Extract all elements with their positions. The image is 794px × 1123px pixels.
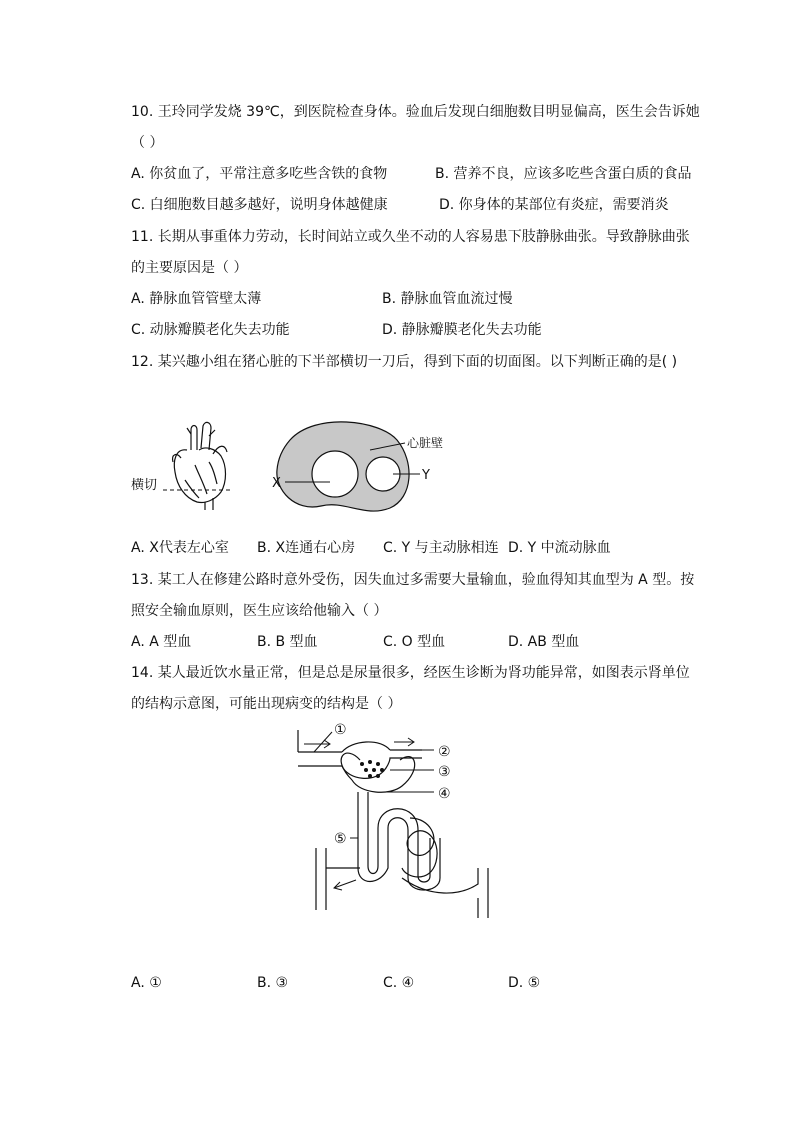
chamber-x [312,451,358,497]
q11-stem-line2: 的主要原因是（ ） [131,260,248,276]
x-label: X [272,476,281,491]
q12-option-d: D. Y 中流动脉血 [508,540,611,556]
q14-stem-line1: 14. 某人最近饮水量正常，但是总是尿量很多，经医生诊断为肾功能异常，如图表示肾单位 [131,665,690,681]
bowmans-capsule [341,753,415,792]
wall-label: 心脏壁 [407,436,444,450]
q12-stem-line1: 12. 某兴趣小组在猪心脏的下半部横切一刀后，得到下面的切面图。以下判断正确的是( ) [131,354,678,370]
q14-option-d: D. ⑤ [508,975,541,991]
q13-option-d: D. AB 型血 [508,634,580,650]
inflow-arrow [304,740,330,748]
q11-option-b: B. 静脉血管血流过慢 [382,291,513,307]
q12-option-a: A. X代表左心室 [131,540,229,556]
q10-option-d: D. 你身体的某部位有炎症，需要消炎 [439,197,669,213]
label-2: ② [438,744,451,760]
q12-option-c: C. Y 与主动脉相连 [383,540,499,556]
label-3: ③ [438,764,451,780]
leader-1 [314,732,332,752]
q13-stem-line2: 照安全输血原则，医生应该给他输入（ ） [131,603,388,619]
q10-stem-line1: 10. 王玲同学发烧 39℃，到医院检查身体。验血后发现白细胞数目明显偏高，医生会告诉她 [131,104,700,120]
q14-stem-line2: 的结构示意图，可能出现病变的结构是（ ） [131,696,402,712]
q10-option-a: A. 你贫血了，平常注意多吃些含铁的食物 [131,166,388,182]
nephron-figure [290,718,500,918]
label-1: ① [334,722,347,738]
q11-option-a: A. 静脉血管管壁太薄 [131,291,262,307]
q11-option-c: C. 动脉瓣膜老化失去功能 [131,322,290,338]
q10-stem-line2: （ ） [131,135,164,151]
q11-option-d: D. 静脉瓣膜老化失去功能 [382,322,542,338]
vein [402,868,488,918]
q14-option-a: A. ① [131,975,162,991]
renal-tubule-wall [368,792,430,882]
q14-option-c: C. ④ [383,975,415,991]
q10-option-b: B. 营养不良，应该多吃些含蛋白质的食品 [435,166,692,182]
glomerulus-dots [360,760,384,778]
heart-cross-section-figure [125,410,455,520]
q13-option-a: A. A 型血 [131,634,192,650]
label-4: ④ [438,786,451,802]
glomerulus-capillary [342,742,422,778]
q12-option-b: B. X连通右心房 [257,540,356,556]
collecting-duct [316,848,360,910]
label-5: ⑤ [334,831,347,847]
q11-stem-line1: 11. 长期从事重体力劳动，长时间站立或久坐不动的人容易患下肢静脉曲张。导致静脉曲张 [131,229,690,245]
q13-option-b: B. B 型血 [257,634,318,650]
renal-tubule [358,792,440,890]
duct-arrow [334,880,356,890]
q13-stem-line1: 13. 某工人在修建公路时意外受伤，因失血过多需要大量输血，验血得知其血型为 A 型。按 [131,572,695,588]
q10-option-c: C. 白细胞数目越多越好，说明身体越健康 [131,197,388,213]
q14-option-b: B. ③ [257,975,289,991]
heart-sketch [173,422,227,510]
outflow-arrow [394,738,414,746]
q13-option-c: C. O 型血 [383,634,446,650]
cut-label: 横切 [131,478,158,493]
y-label: Y [422,468,430,483]
